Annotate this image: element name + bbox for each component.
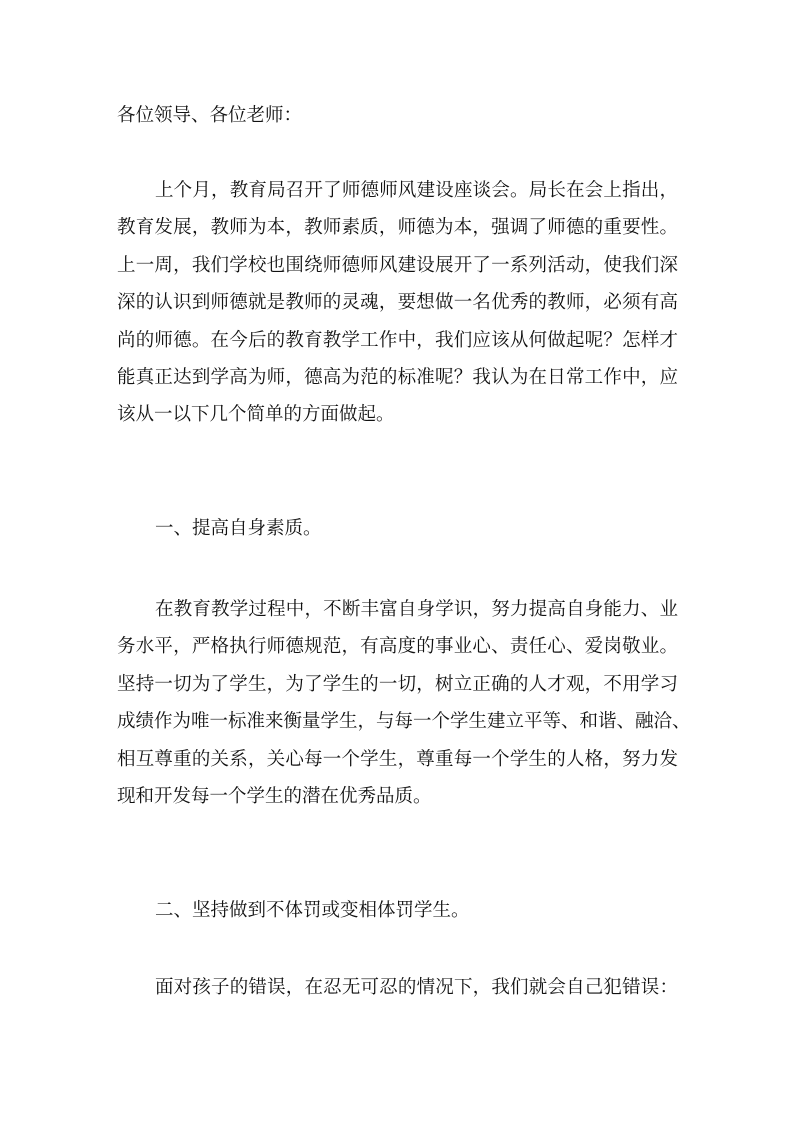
text-line: 现和开发每一个学生的潜在优秀品质。: [117, 785, 432, 807]
salutation: [117, 97, 678, 134]
text-line: 能真正达到学高为师，德高为范的标准呢？我认为在日常工作中，应: [117, 366, 678, 388]
section-heading-1: [117, 510, 678, 547]
text-line: 上一周，我们学校也围绕师德师风建设展开了一系列活动，使我们深: [117, 254, 678, 276]
salutation-text: 各位领导、各位老师：: [117, 105, 303, 126]
paragraph-2: [117, 591, 691, 815]
heading-text: 一、提高自身素质。: [155, 518, 322, 539]
paragraph-1: [117, 172, 678, 434]
text-line: 面对孩子的错误，在忍无可忍的情况下，我们就会自己犯错误：: [155, 977, 678, 998]
text-line: 该从一以下几个简单的方面做起。: [117, 404, 395, 426]
text-line: 上个月，教育局召开了师德师风建设座谈会。局长在会上指出，: [155, 180, 678, 201]
text-line: 务水平，严格执行师德规范，有高度的事业心、责任心、爱岗敬业。: [117, 636, 678, 658]
text-line: 成绩作为唯一标准来衡量学生，与每一个学生建立平等、和谐、融洽、: [117, 711, 691, 733]
text-line: 相互尊重的关系，关心每一个学生，尊重每一个学生的人格，努力发: [117, 748, 678, 770]
text-line: 尚的师德。在今后的教育教学工作中，我们应该从何做起呢？怎样才: [117, 329, 678, 351]
text-line: 坚持一切为了学生，为了学生的一切，树立正确的人才观，不用学习: [117, 673, 678, 695]
text-line: 深的认识到师德就是教师的灵魂，要想做一名优秀的教师，必须有高: [117, 292, 678, 314]
text-line: 教育发展，教师为本，教师素质，师德为本，强调了师德的重要性。: [117, 217, 678, 239]
heading-text: 二、坚持做到不体罚或变相体罚学生。: [155, 900, 470, 921]
text-line: 在教育教学过程中，不断丰富自身学识，努力提高自身能力、业: [155, 599, 678, 620]
section-heading-2: [117, 892, 678, 929]
paragraph-3: [117, 969, 678, 1006]
